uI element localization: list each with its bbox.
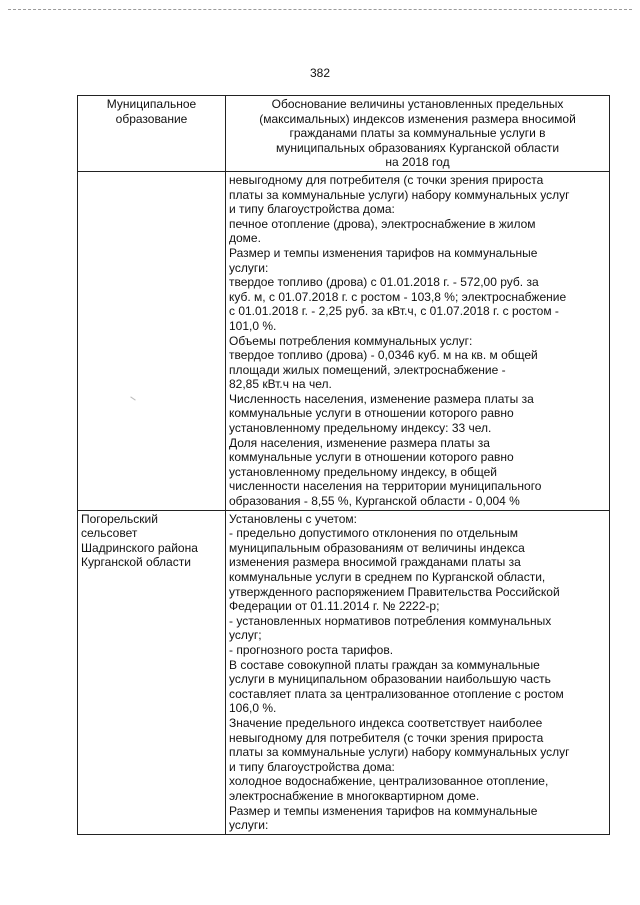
justification-line: твердое топливо (дрова) - 0,0346 куб. м на кв. м общей bbox=[229, 348, 538, 363]
justification-line: численности населения на территории муниципального bbox=[229, 479, 542, 494]
justification-line: электроснабжение в многоквартирном доме. bbox=[229, 788, 480, 803]
justification-line: услуги: bbox=[229, 818, 269, 833]
municipality-cell bbox=[78, 171, 226, 510]
justification-line: платы за коммунальные услуги) набору коммунальных услуг bbox=[229, 187, 570, 202]
justification-line: Размер и темпы изменения тарифов на коммунальные bbox=[229, 245, 538, 260]
header-municipality-line: Муниципальное bbox=[106, 97, 197, 111]
justification-line: В составе совокупной платы граждан за коммунальные bbox=[229, 657, 540, 672]
justification-line: Объемы потребления коммунальных услуг: bbox=[229, 333, 473, 348]
justification-line: услуги в муниципальном образовании наибольшую часть bbox=[229, 672, 551, 687]
justification-line: невыгодному для потребителя (с точки зрения прироста bbox=[229, 730, 544, 745]
header-municipality-line: образование bbox=[115, 111, 188, 126]
justification-line: - установленных нормативов потребления коммунальных bbox=[229, 613, 552, 628]
justification-line: печное отопление (дрова), электроснабжение в жилом bbox=[229, 216, 536, 231]
table-row bbox=[78, 171, 610, 510]
header-justification-line: гражданами платы за коммунальные услуги в bbox=[289, 126, 546, 141]
justification-line: Доля населения, изменение размера платы за bbox=[229, 435, 490, 450]
justification-line: муниципальным образованиям от величины индекса bbox=[229, 540, 525, 555]
municipality-line: Курганской области bbox=[81, 555, 191, 570]
page-number: 382 bbox=[309, 66, 331, 80]
justification-line: установленному предельному индексу: 33 чел. bbox=[229, 421, 492, 436]
municipality-cell bbox=[78, 510, 226, 834]
justification-line: услуги: bbox=[229, 260, 269, 275]
justification-line: Размер и темпы изменения тарифов на коммунальные bbox=[229, 803, 538, 818]
municipality-line: Погорельский bbox=[81, 511, 158, 526]
header-municipality bbox=[78, 96, 226, 172]
table-header-row bbox=[78, 96, 610, 172]
justification-line: 106,0 %. bbox=[229, 701, 277, 716]
justification-line: невыгодному для потребителя (с точки зрения прироста bbox=[229, 172, 544, 187]
justification-line: и типу благоустройства дома: bbox=[229, 759, 395, 774]
justification-line: образования - 8,55 %, Курганской области - 0,004 % bbox=[229, 494, 520, 509]
justification-line: - прогнозного роста тарифов. bbox=[229, 642, 394, 657]
justification-line: твердое топливо (дрова) с 01.01.2018 г. - 572,00 руб. за bbox=[229, 275, 539, 290]
justification-line: утвержденного распоряжением Правительства Российской bbox=[229, 584, 560, 599]
header-justification-line: (максимальных) индексов изменения размера вносимой bbox=[259, 111, 576, 126]
justification-line: коммунальные услуги в среднем по Курганской области, bbox=[229, 570, 546, 584]
top-scan-rule bbox=[8, 9, 632, 10]
justification-line: коммунальные услуги в отношении которого равно bbox=[229, 406, 514, 421]
justification-line: холодное водоснабжение, централизованное отопление, bbox=[229, 774, 549, 789]
justification-table bbox=[77, 95, 610, 835]
justification-cell bbox=[226, 510, 610, 834]
justification-line: Численность населения, изменение размера платы за bbox=[229, 391, 534, 406]
justification-line: коммунальные услуги в отношении которого равно bbox=[229, 450, 514, 465]
table-row bbox=[78, 510, 610, 834]
header-justification-line: Обоснование величины установленных предельных bbox=[271, 97, 564, 111]
header-justification-line: на 2018 год bbox=[385, 155, 450, 170]
justification-line: установленному предельному индексу, в общей bbox=[229, 464, 497, 479]
justification-line: куб. м, с 01.07.2018 г. с ростом - 103,8 %; электроснабжение bbox=[229, 289, 567, 304]
justification-line: площади жилых помещений, электроснабжение - bbox=[229, 362, 506, 377]
justification-line: 101,0 %. bbox=[229, 318, 277, 333]
justification-line: платы за коммунальные услуги) набору коммунальных услуг bbox=[229, 745, 570, 760]
justification-line: составляет плата за централизованное отопление с ростом bbox=[229, 686, 564, 701]
justification-line: - предельно допустимого отклонения по отдельным bbox=[229, 526, 518, 541]
justification-cell bbox=[226, 171, 610, 510]
header-justification-line: муниципальных образованиях Курганской области bbox=[275, 140, 560, 155]
justification-line: с 01.01.2018 г. - 2,25 руб. за кВт.ч, с 01.07.2018 г. с ростом - bbox=[229, 304, 559, 319]
municipality-line: Шадринского района bbox=[81, 540, 198, 555]
justification-line: Значение предельного индекса соответствует наиболее bbox=[229, 715, 543, 730]
justification-line: и типу благоустройства дома: bbox=[229, 202, 395, 217]
header-justification bbox=[226, 96, 610, 172]
justification-line: доме. bbox=[229, 231, 261, 246]
justification-line: 82,85 кВт.ч на чел. bbox=[229, 377, 332, 392]
justification-line: Установлены с учетом: bbox=[229, 511, 357, 526]
justification-line: услуг; bbox=[229, 628, 262, 643]
municipality-line: сельсовет bbox=[81, 526, 138, 541]
justification-line: Федерации от 01.11.2014 г. № 2222-р; bbox=[229, 599, 440, 614]
justification-line: изменения размера вносимой гражданами платы за bbox=[229, 555, 521, 570]
